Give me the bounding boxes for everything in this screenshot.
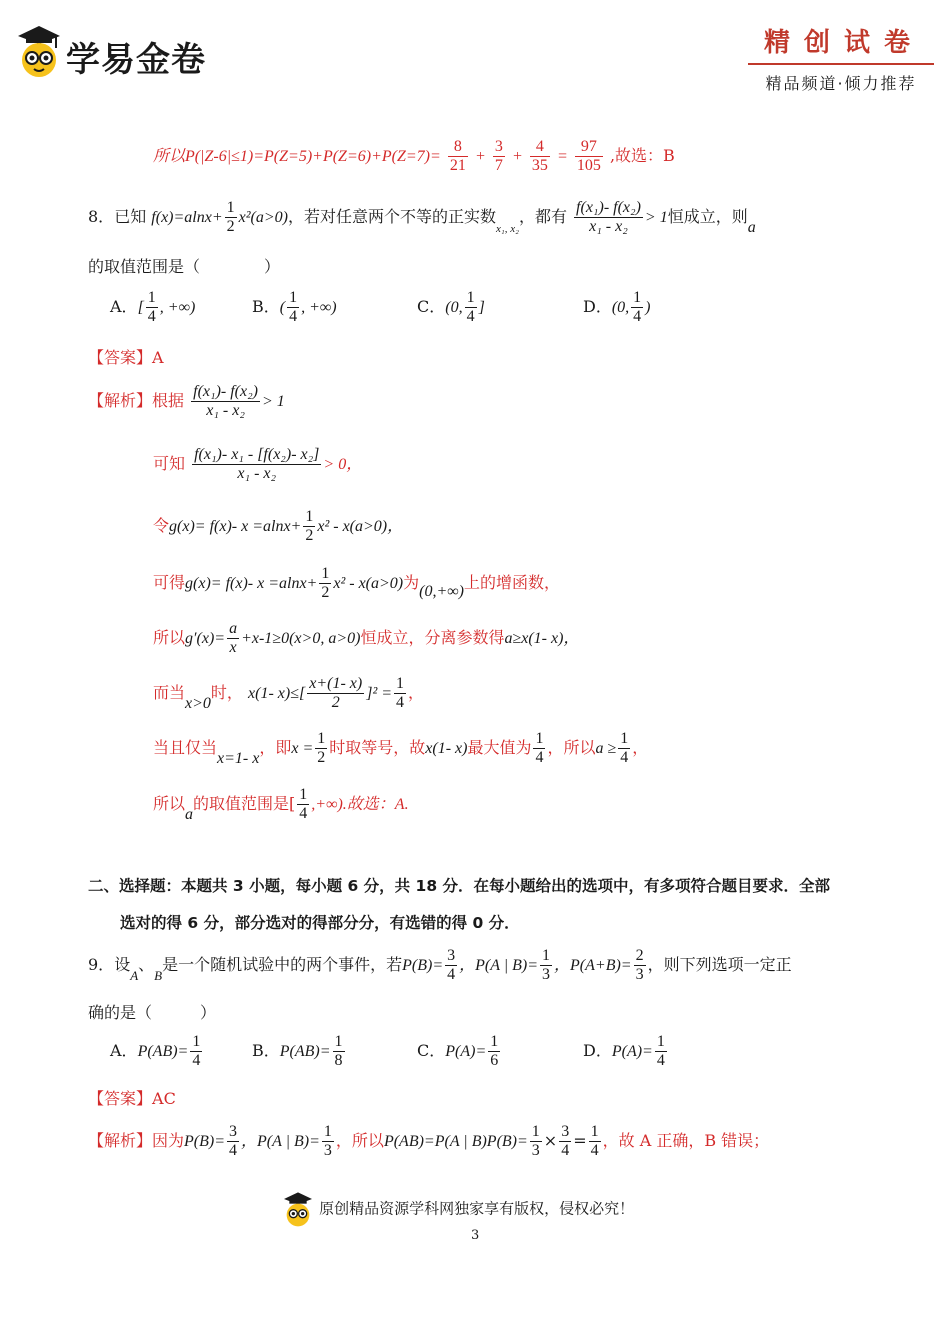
q9-number: 9．	[88, 955, 115, 974]
q8-option-a[interactable]: A．[ $\frac{1}{4}$ , +∞)	[110, 288, 196, 325]
prev-choice: ,故选：B	[609, 146, 675, 165]
q9-stem-line1: 9．设$_A$、$_B$是一个随机试验中的两个事件，若P(B)= $\frac{3}{4}$ ，P(A | B)= $\frac{1}{3}$ ，P(A+B)= $\frac{2}{3}$ ，则下列选项一定正	[88, 946, 792, 983]
page-number: 3	[471, 1228, 480, 1243]
section2-heading-line1: 二、选择题：本题共 3 小题，每小题 6 分，共 18 分．在每小题给出的选项中，有多项符合题目要求．全部	[88, 877, 831, 895]
q8-options	[110, 285, 810, 329]
brand-title: 精创试卷	[763, 28, 924, 58]
q9-option-c[interactable]: C．P(A)= $\frac{1}{6}$	[417, 1032, 499, 1069]
q8-stem-line2: 的取值范围是（ ）	[88, 257, 281, 276]
q8-analysis-5: 所以g′(x)= $\frac{a}{x}$ +x-1≥0(x>0, a>0)恒成立，分离参数得a≥x(1- x)，	[153, 619, 580, 656]
q9-analysis-1: 【解析】因为P(B)= $\frac{3}{4}$ ，P(A | B)= $\frac{1}{3}$ ，所以P(AB)=P(A | B)P(B)= $\frac{1}{3}$ × $\frac{3}{4}$ = $\frac{1}{4}$ ，故 A 正确，B 错误；	[88, 1122, 770, 1159]
q9-option-d[interactable]: D．P(A)= $\frac{1}{4}$	[583, 1032, 665, 1069]
q8-analysis-3: 令g(x)= f(x)- x =alnx+ $\frac{1}{2}$ x² - x(a>0)，	[153, 507, 404, 544]
prev-prob-expr: 所以P(|Z-6|≤1)=P(Z=5)+P(Z=6)+P(Z=7)=	[153, 148, 441, 165]
q8-analysis-2: 可知 $\frac{\text{f(x₁)- x₁ - [f(x₂)- x₂]}}{\text{x₁ - x₂}}$ > 0，	[153, 445, 363, 482]
q8-analysis-7: 当且仅当x=1- x，即x = $\frac{1}{2}$ 时取等号，故x(1- x)最大值为 $\frac{1}{4}$ ，所以a ≥ $\frac{1}{4}$ ，	[153, 729, 649, 767]
q8-analysis-6: 而当x>0时， x(1- x)≤[ $\frac{x+(1- x)}{2}$ ]² = $\frac{1}{4}$ ，	[153, 674, 425, 712]
footer-text: 原创精品资源学科网独家享有版权，侵权必究！	[319, 1199, 635, 1218]
logo-text: 学易金卷	[66, 40, 206, 80]
q8-stem-line1: 8．已知 f(x)=alnx+ $\frac{1}{2}$ x²(a>0)，若对任意两个不等的正实数$_{x_1, x_2}$，都有 $\frac{\text{f(x₁)- f(x₂)}}{\text{x₁ - x₂}}$ > 1恒成立，则a	[88, 198, 756, 236]
q9-option-a[interactable]: A．P(AB)= $\frac{1}{4}$	[110, 1032, 201, 1069]
q8-answer: 【答案】A	[88, 348, 164, 367]
prev-frac-2: $\frac{3}{7}$	[494, 137, 503, 174]
prev-answer-line: 所以P(|Z-6|≤1)=P(Z=5)+P(Z=6)+P(Z=7)= $\frac{8}{21}$ + $\frac{3}{7}$ + $\frac{4}{35}$ = $\frac{97}{105}$ ,故选：B	[153, 137, 675, 174]
q9-answer: 【答案】AC	[88, 1089, 176, 1108]
q8-number: 8．	[88, 207, 115, 226]
q8-analysis-4: 可得g(x)= f(x)- x =alnx+ $\frac{1}{2}$ x² - x(a>0)为(0,+∞)上的增函数，	[153, 564, 561, 601]
q9-stem-line2: 确的是（ ）	[88, 1003, 217, 1022]
q8-option-d[interactable]: D．(0, $\frac{1}{4}$ )	[583, 288, 651, 325]
brand-subtitle: 精品频道·倾力推荐	[765, 74, 917, 93]
owl-graduate-icon	[16, 24, 62, 78]
footer-copyright	[282, 1190, 634, 1226]
q8-option-b[interactable]: B．( $\frac{1}{4}$ , +∞)	[252, 288, 337, 325]
owl-graduate-icon	[282, 1191, 314, 1227]
q8-ineq-frac: $\frac{\text{f(x₁)- f(x₂)}}{\text{x₁ - x₂}}$	[576, 198, 641, 235]
header-brand	[748, 22, 934, 92]
prev-frac-3: $\frac{4}{35}$	[531, 137, 548, 174]
q8-analysis-8: 所以a的取值范围是[ $\frac{1}{4}$ ,+∞).故选：A.	[153, 785, 409, 823]
brand-divider	[748, 63, 934, 65]
q8-option-c[interactable]: C．(0, $\frac{1}{4}$ ]	[417, 288, 485, 325]
prev-frac-1: $\frac{8}{21}$	[449, 137, 466, 174]
prev-frac-4: $\frac{97}{105}$	[576, 137, 601, 174]
section2-heading-line2: 选对的得 6 分，部分选对的得部分分，有选错的得 0 分．	[120, 914, 520, 932]
q9-option-b[interactable]: B．P(AB)= $\frac{1}{8}$	[252, 1032, 343, 1069]
q9-options	[110, 1028, 810, 1074]
q8-analysis-1: 【解析】根据 $\frac{\text{f(x₁)- f(x₂)}}{\text{x₁ - x₂}}$ > 1	[88, 382, 285, 419]
